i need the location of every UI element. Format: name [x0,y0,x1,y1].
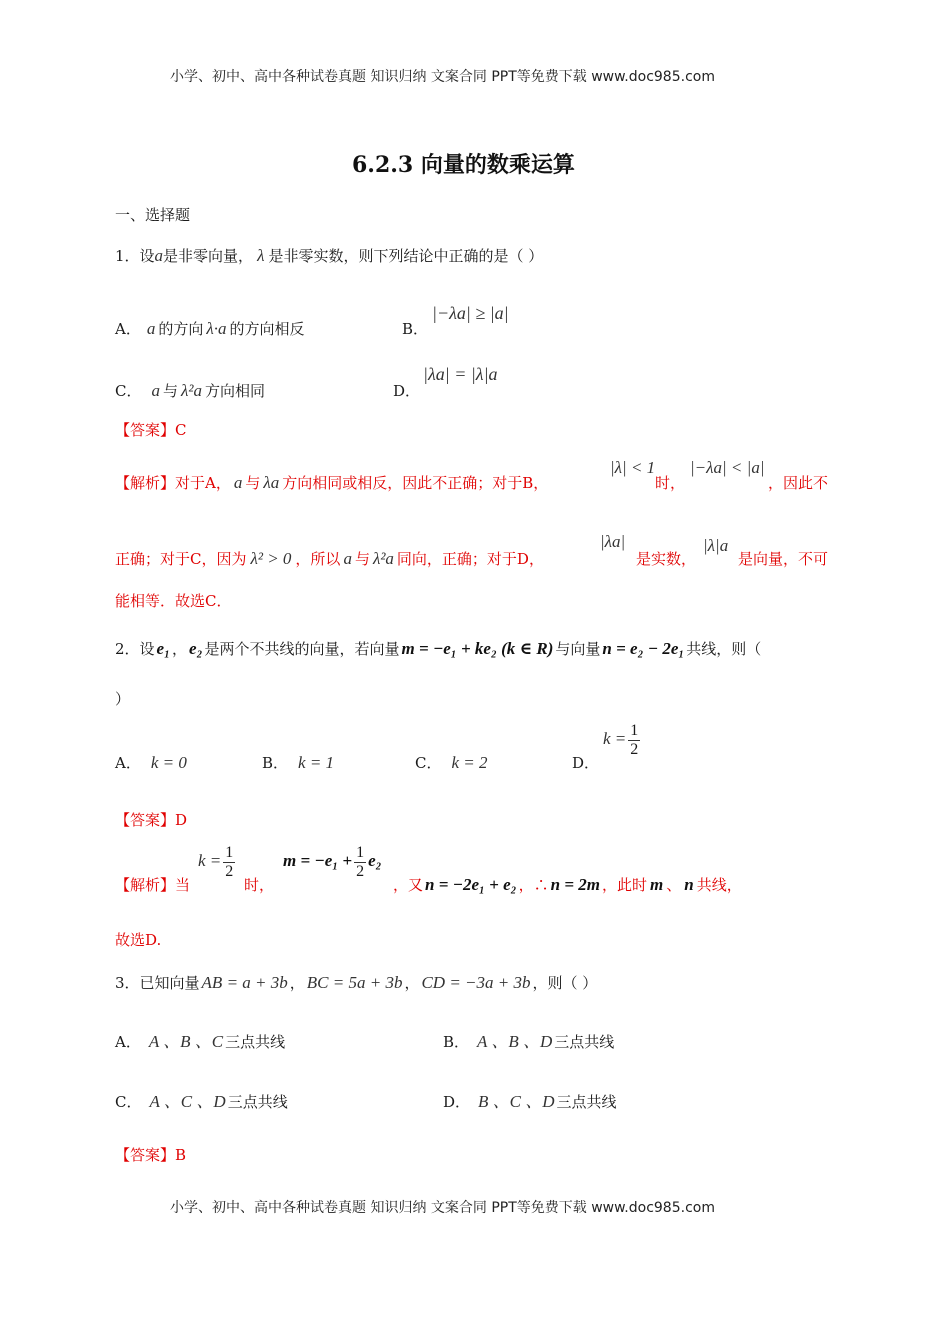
q1-option-a-text-1: 的方向 [158,320,204,338]
page-footer: 小学、初中、高中各种试卷真题 知识归纳 文案合同 PPT等免费下载 www.doc985.com [170,1200,715,1216]
q3-option-b-points: A 、B 、D [477,1032,553,1051]
q1-option-b [402,318,428,339]
fraction-den: 2 [630,740,639,758]
q1-vector-a: a [154,246,164,265]
analysis-math: n = 2m [550,875,600,894]
q3-option-d-points: B 、C 、D [478,1092,555,1111]
fraction-num: 1 [356,844,365,861]
q3-option-c-points: A 、C 、D [149,1092,226,1111]
analysis-text: 与 [354,550,370,568]
q2-option-b [262,752,334,773]
q1-option-d [393,380,420,401]
analysis-math: λa [263,473,280,492]
analysis-text: 共线， [696,876,742,894]
q1-option-a-math: λ·a [206,319,227,338]
q2-sep: ， [172,640,188,658]
q2-m-expr: m = −e₁ + ke₂ (k ∈ R) [401,639,554,658]
q1-option-c-text-1: 与 [162,382,178,400]
analysis-math: λ²a [372,549,394,568]
q1-num: 1．设 [115,247,155,265]
q1-text-2: 是非零实数，则下列结论中正确的是（ ） [268,247,544,265]
option-label: C． [115,382,142,400]
analysis-text: 当 [175,876,191,894]
analysis-text: 同向，正确；对于D， [396,550,544,568]
analysis-math: n = −2e₁ + e₂ [425,875,517,894]
q1-analysis-math-lambda-lt-1: |λ| < 1 [610,458,656,477]
q2-option-c [415,752,488,773]
analysis-text: ，又 [393,876,424,894]
analysis-text: 与 [245,474,261,492]
question-2-stem [115,638,761,659]
q1-option-c [115,380,265,401]
q1-option-c-text-2: 方向相同 [204,382,265,400]
q2-analysis-line-2: 故选D. [115,931,162,949]
analysis-math: e₂ [368,851,382,871]
analysis-text: 、 [666,876,682,894]
q3-option-b-text: 三点共线 [554,1033,615,1051]
q3-cd: CD = −3a + 3b [421,973,531,992]
fraction [628,722,640,758]
option-label: A． [115,1033,141,1051]
q1-option-a [115,318,305,339]
option-label: B． [402,320,429,338]
analysis-math: n [684,875,694,894]
q3-text-1: ，则（ ） [532,974,598,992]
q3-option-a [115,1027,285,1052]
q3-sep: ， [404,974,420,992]
q2-text-1: 是两个不共线的向量，若向量 [204,640,400,658]
q2-option-d [572,752,599,773]
analysis-text: 对于A， [175,474,231,492]
analysis-math: m = −e₁ + [283,851,353,871]
fraction-den: 2 [225,862,234,880]
q2-option-a-math: k = 0 [150,753,187,772]
q1-answer: 【答案】C [115,421,187,439]
q2-option-d-k: k = [603,729,627,749]
q1-option-b-math: |−λa| ≥ |a| [432,303,509,323]
fraction [354,844,366,880]
option-label: D． [572,754,600,772]
q1-option-a-vector: a [146,319,156,338]
option-label: A． [115,320,141,338]
analysis-label: 【解析】 [115,474,176,492]
analysis-math: a [233,473,243,492]
q1-option-c-vector: a [151,381,160,400]
analysis-text: ，此时 [601,876,647,894]
analysis-math: λ² > 0 [250,549,292,568]
analysis-text: 时， [655,474,686,492]
q2-option-a [115,752,187,773]
q1-analysis-math-lambda-abs-a: |λ|a [703,536,729,555]
option-label: A． [115,754,141,772]
q3-option-d-text: 三点共线 [556,1093,617,1111]
question-1-stem [115,245,543,266]
q3-option-c-text: 三点共线 [227,1093,288,1111]
analysis-text: ，∴ [518,876,549,894]
analysis-text: 方向相同或相反，因此不正确；对于B， [282,474,549,492]
fraction-num: 1 [225,844,234,861]
option-label: C． [415,754,442,772]
q3-sep: ， [289,974,305,992]
q2-stem-close: ） [115,690,131,708]
q1-option-a-text-2: 的方向相反 [229,320,305,338]
q2-n-expr: n = e₂ − 2e₁ [602,639,685,658]
q2-e2: e₂ [189,639,203,658]
q3-option-a-points: A 、B 、C [148,1032,224,1051]
q3-option-b [443,1027,614,1052]
q3-answer: 【答案】B [115,1146,187,1164]
page-title: 6.2.3 向量的数乘运算 [352,152,575,178]
fraction [223,844,235,880]
q2-text-2: 与向量 [555,640,601,658]
q1-option-c-math: λ²a [181,381,202,400]
q2-analysis-label [115,874,190,895]
q2-analysis-k-frac [198,844,237,880]
q1-analysis-line-2 [115,548,544,569]
fraction-num: 1 [630,722,639,739]
q1-analysis-math-neg-lambda: |−λa| < |a| [690,458,765,477]
fraction-den: 2 [356,862,365,880]
q3-option-a-text: 三点共线 [225,1033,286,1051]
q3-ab: AB = a + 3b [201,973,288,992]
q3-option-c [115,1087,288,1112]
q3-bc: BC = 5a + 3b [306,973,403,992]
q1-analysis-line-1 [115,472,548,493]
q2-answer: 【答案】D [115,811,188,829]
q2-option-b-math: k = 1 [298,753,335,772]
option-label: B． [262,754,289,772]
q1-option-d-math: |λa| = |λ|a [423,364,498,384]
q2-option-d-math [603,722,642,758]
q2-analysis-m-expr [283,844,382,880]
q1-analysis-line-3: 能相等．故选C． [115,592,232,610]
q3-option-d [443,1087,617,1112]
analysis-math: a [343,549,352,568]
q3-num: 3．已知向量 [115,974,200,992]
analysis-text: 是实数， [636,550,697,568]
analysis-text: 正确；对于C，因为 [115,550,247,568]
option-label: C． [115,1093,142,1111]
q2-text-3: 共线，则（ [686,640,762,658]
analysis-text: 是向量，不可 [738,550,829,568]
question-3-stem [115,972,597,993]
analysis-label: 【解析】 [115,876,176,894]
analysis-math: m [650,875,664,894]
q2-option-c-math: k = 2 [451,753,488,772]
q2-analysis-line-1 [393,874,742,895]
option-label: B． [443,1033,470,1051]
q1-lambda: λ [257,246,265,265]
option-label: D． [443,1093,471,1111]
q2-num: 2．设 [115,640,155,658]
analysis-text: ，因此不 [768,474,829,492]
q2-e1: e₁ [156,639,171,658]
analysis-math: k = [198,851,222,871]
q1-analysis-math-lambda-a: |λa| [600,532,626,551]
q1-text-1: 是非零向量， [163,247,254,265]
page-header: 小学、初中、高中各种试卷真题 知识归纳 文案合同 PPT等免费下载 www.doc985.com [170,69,715,85]
section-heading: 一、选择题 [115,206,191,224]
option-label: D． [393,382,421,400]
analysis-text: 时， [244,876,275,894]
analysis-text: ，所以 [295,550,341,568]
